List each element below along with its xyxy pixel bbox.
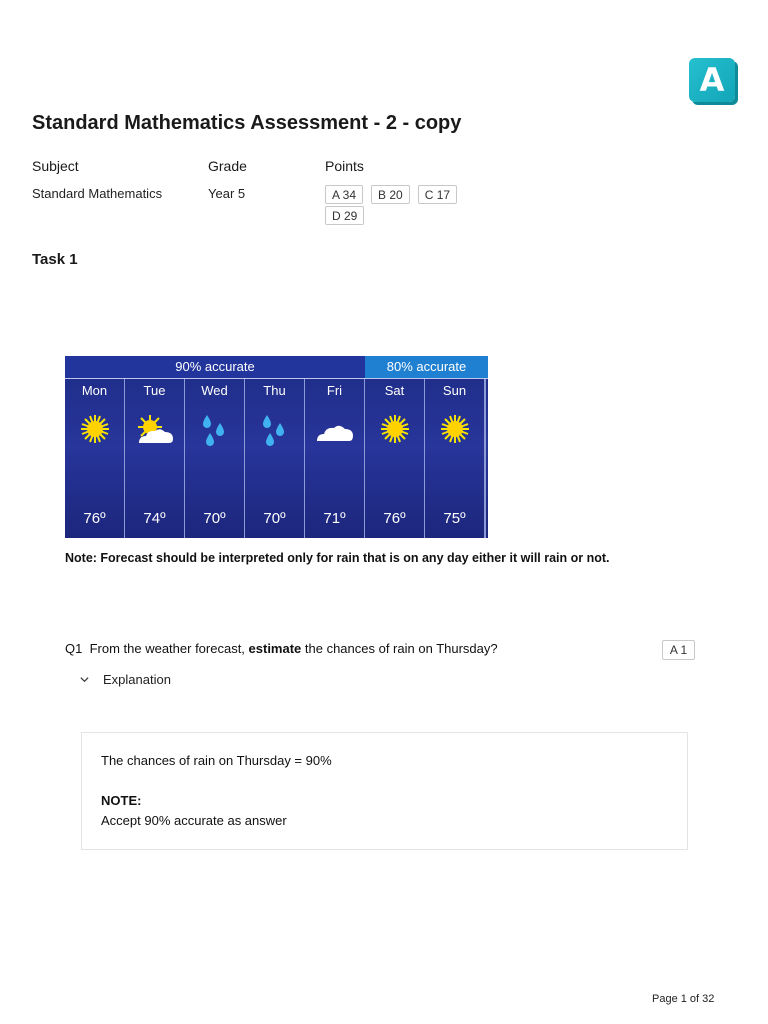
rain-icon [253,409,297,449]
question-text-start: From the weather forecast, [89,641,249,656]
explanation-answer: The chances of rain on Thursday = 90% [101,753,332,768]
day-name: Thu [263,383,286,398]
chevron-down-icon [80,675,89,684]
explanation-note-text: Accept 90% accurate as answer [101,813,287,828]
forecast-day-sun [425,379,486,538]
task-heading: Task 1 [32,251,78,268]
points-label: Points [325,158,364,174]
sun-icon [373,409,417,449]
explanation-panel [81,732,688,850]
points-chips [325,185,475,227]
sun-icon [73,409,117,449]
forecast-day-wed [185,379,245,538]
forecast-day-sat [365,379,425,538]
explanation-toggle[interactable] [80,672,171,687]
day-name: Tue [143,383,166,398]
points-chip-a: A 34 [325,185,363,204]
day-name: Mon [81,383,108,398]
accuracy-90-header: 90% accurate [65,356,365,379]
grade-value: Year 5 [208,186,246,201]
page-number: Page 1 of 32 [652,993,715,1005]
day-temp: 70º [203,510,226,527]
day-temp: 71º [323,510,346,527]
day-temp: 70º [263,510,286,527]
day-name: Wed [201,383,228,398]
forecast-day-tue [125,379,185,538]
accuracy-80-header: 80% accurate [365,356,488,379]
day-temp: 74º [143,510,166,527]
subject-value: Standard Mathematics [32,186,163,201]
question-points-badge: A 1 [662,640,695,660]
app-logo: A [689,58,735,102]
day-name: Sat [384,383,405,398]
grade-label: Grade [208,158,247,174]
cloud-icon [313,409,357,449]
weather-forecast-image [65,356,488,538]
subject-label: Subject [32,158,79,174]
partly-cloudy-icon [133,409,177,449]
sun-icon [433,409,477,449]
question-1 [65,641,498,656]
day-name: Sun [442,383,467,398]
page-title: Standard Mathematics Assessment - 2 - copy [32,112,462,134]
points-chip-c: C 17 [418,185,457,204]
question-text-bold: estimate [248,641,302,656]
forecast-day-fri [305,379,365,538]
rain-icon [193,409,237,449]
explanation-toggle-label: Explanation [103,672,171,687]
points-chip-b: B 20 [371,185,410,204]
explanation-note-label: NOTE: [101,793,142,808]
question-number: Q1 [65,641,83,656]
question-text-end: the chances of rain on Thursday? [301,641,498,656]
day-temp: 76º [83,510,106,527]
day-name: Fri [326,383,343,398]
forecast-day-mon [65,379,125,538]
day-temp: 76º [383,510,406,527]
points-chip-d: D 29 [325,206,364,225]
forecast-day-thu [245,379,305,538]
day-temp: 75º [443,510,466,527]
forecast-note: Note: Forecast should be interpreted only for rain that is on any day either it will rain or not. [65,551,610,565]
